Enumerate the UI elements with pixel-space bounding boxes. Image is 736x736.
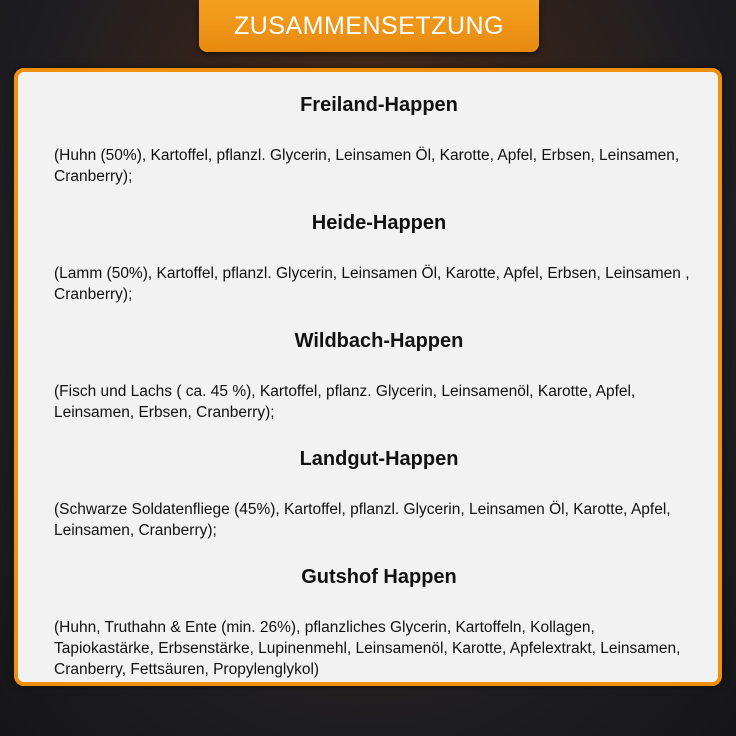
section-text: (Huhn (50%), Kartoffel, pflanzl. Glycerin, Leinsamen Öl, Karotte, Apfel, Erbsen, Leinsamen, Cranberry);: [54, 147, 680, 185]
ingredients-panel: [14, 68, 722, 686]
section-text: (Lamm (50%), Kartoffel, pflanzl. Glycerin, Leinsamen Öl, Karotte, Apfel, Erbsen, Leinsamen , Cranberry);: [54, 265, 690, 303]
section-title: Landgut-Happen: [299, 448, 459, 470]
section-gutshof: [54, 566, 704, 680]
section-landgut: [54, 448, 704, 541]
section-text: (Schwarze Soldatenfliege (45%), Kartoffel, pflanzl. Glycerin, Leinsamen Öl, Karotte, Apfel, Leinsamen, Cranberry);: [54, 501, 671, 539]
section-freiland: [54, 94, 704, 187]
section-text: (Fisch und Lachs ( ca. 45 %), Kartoffel, pflanz. Glycerin, Leinsamenöl, Karotte, Apfel, Leinsamen, Erbsen, Cranberry);: [54, 383, 636, 421]
section-wildbach: [54, 330, 704, 423]
section-heide: [54, 212, 704, 305]
section-title: Freiland-Happen: [300, 94, 458, 116]
section-title: Gutshof Happen: [301, 566, 457, 588]
section-title: Heide-Happen: [311, 212, 447, 234]
section-title: Wildbach-Happen: [294, 330, 464, 352]
header-banner: [199, 0, 539, 52]
header-title: ZUSAMMENSETZUNG: [234, 11, 504, 40]
section-text: (Huhn, Truthahn & Ente (min. 26%), pflanzliches Glycerin, Kartoffeln, Kollagen, Tapiokastärke, Erbsenstärke, Lupinenmehl, Leinsamenöl, Karotte, Apfelextrakt, Leinsamen, Cranberry, Fettsäuren, Propylenglykol): [54, 619, 681, 678]
